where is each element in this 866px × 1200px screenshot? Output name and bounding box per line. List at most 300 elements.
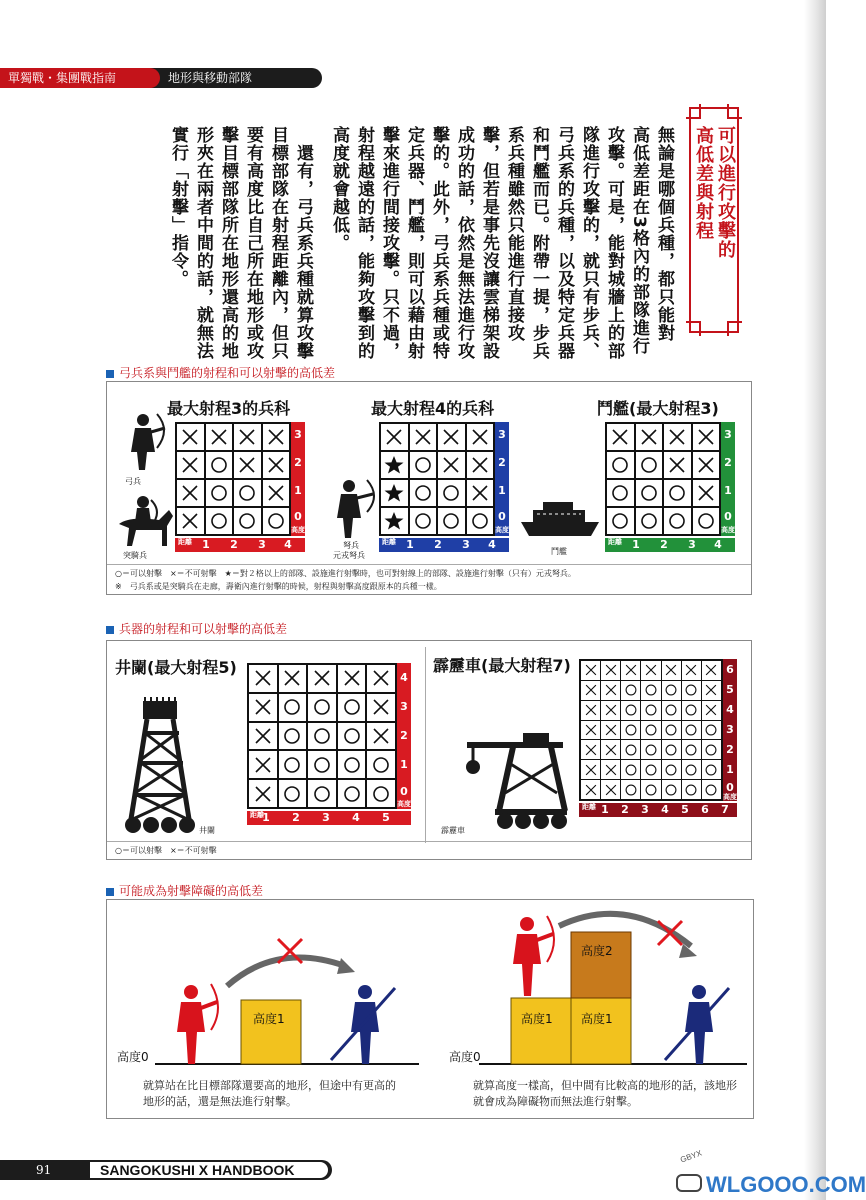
block-height-label: 高度1 — [581, 1012, 613, 1026]
can-shoot-cell — [308, 751, 336, 778]
cannot-shoot-cell — [467, 452, 494, 478]
circle-icon — [684, 783, 698, 797]
cross-icon — [604, 703, 618, 717]
height-tick: 6 — [726, 663, 734, 676]
circle-icon — [704, 763, 718, 777]
height-tick: 0 — [726, 781, 734, 794]
star-icon — [384, 483, 404, 503]
height-tick: 2 — [294, 456, 302, 469]
height-axis-bar — [495, 422, 509, 536]
height-tick: 4 — [726, 703, 734, 716]
circle-icon — [312, 755, 332, 775]
distance-tick: 2 — [292, 811, 300, 824]
cannot-shoot-cell — [206, 424, 233, 450]
section-square-icon — [106, 370, 114, 378]
cannot-shoot-cell — [581, 681, 600, 700]
crossbowman-unit-icon — [329, 478, 381, 540]
body-column: 射程越遠的話，能夠攻擊到的 — [354, 126, 374, 360]
height-tick: 4 — [400, 671, 408, 684]
height-axis-label: 高度 — [397, 800, 411, 808]
article-title-line1: 可以進行攻擊的 — [715, 126, 736, 259]
watermark-small: GBYX — [679, 1148, 704, 1165]
circle-icon — [684, 723, 698, 737]
distance-tick: 5 — [382, 811, 390, 824]
height-axis-bar — [721, 422, 735, 536]
can-shoot-cell — [308, 694, 336, 721]
can-shoot-cell — [662, 701, 681, 720]
can-shoot-cell — [206, 508, 233, 534]
can-shoot-cell — [607, 452, 634, 478]
cannot-shoot-cell — [581, 661, 600, 680]
cannot-shoot-cell — [438, 424, 465, 450]
legend-divider — [107, 564, 751, 565]
cannot-shoot-cell — [367, 723, 395, 750]
left-diagram-caption: 就算站在比目標部隊還要高的地形，但途中有更高的地形的話，還是無法進行射擊。 — [143, 1079, 396, 1108]
cannot-shoot-cell — [682, 661, 701, 680]
section1-heading — [106, 364, 335, 381]
circle-icon — [610, 455, 630, 475]
cross-icon — [209, 427, 229, 447]
cross-icon — [584, 723, 598, 737]
distance-axis-label: 距離 — [382, 538, 396, 546]
cross-icon — [470, 483, 490, 503]
distance-tick: 2 — [621, 803, 629, 816]
circle-icon — [639, 483, 659, 503]
circle-icon — [371, 784, 391, 804]
cannot-shoot-cell — [664, 424, 691, 450]
can-shoot-cell — [662, 780, 681, 799]
distance-tick: 2 — [434, 538, 442, 551]
circle-icon — [704, 783, 718, 797]
range-grid-siege-tower — [247, 663, 397, 809]
cannot-shoot-cell — [601, 760, 620, 779]
circle-icon — [282, 697, 302, 717]
distance-tick: 7 — [721, 803, 729, 816]
circle-icon — [624, 783, 638, 797]
distance-tick: 1 — [202, 538, 210, 551]
circle-icon — [282, 755, 302, 775]
circle-icon — [644, 763, 658, 777]
cross-icon — [610, 427, 630, 447]
cannot-shoot-cell — [177, 424, 204, 450]
circle-icon — [704, 723, 718, 737]
cannot-shoot-cell — [581, 760, 600, 779]
distance-tick: 1 — [601, 803, 609, 816]
cross-icon — [282, 668, 302, 688]
cross-icon — [584, 743, 598, 757]
body-column: 實行「射擊」指令。 — [168, 126, 188, 288]
archer-unit-icon — [117, 410, 171, 474]
grid-title: 最大射程3的兵科 — [167, 399, 291, 418]
cross-icon — [371, 697, 391, 717]
cross-icon — [180, 511, 200, 531]
distance-tick: 4 — [352, 811, 360, 824]
circle-icon — [624, 763, 638, 777]
gamepad-icon — [676, 1174, 702, 1192]
circle-icon — [610, 483, 630, 503]
can-shoot-cell — [702, 740, 721, 759]
circle-icon — [644, 683, 658, 697]
distance-axis-bar — [605, 538, 735, 552]
cross-icon — [253, 697, 273, 717]
can-shoot-cell — [308, 780, 336, 807]
can-shoot-cell — [410, 508, 437, 534]
circle-icon — [639, 511, 659, 531]
can-shoot-cell — [338, 751, 366, 778]
red-archer-icon — [507, 914, 559, 998]
circle-icon — [624, 703, 638, 717]
cross-icon — [441, 427, 461, 447]
cannot-shoot-cell — [601, 661, 620, 680]
cross-icon — [664, 663, 678, 677]
star-icon — [384, 455, 404, 475]
can-shoot-cell — [621, 721, 640, 740]
cross-icon — [253, 726, 273, 746]
section2-heading-text: 兵器的射程和可以射擊的高低差 — [119, 622, 288, 636]
cross-icon — [667, 427, 687, 447]
cross-icon — [696, 455, 716, 475]
body-column: 擊，但若是事先沒讓雲梯架設 — [479, 126, 499, 360]
cross-icon — [696, 483, 716, 503]
cross-icon — [253, 668, 273, 688]
unit-label: 弩兵 — [343, 541, 359, 550]
grid-title: 霹靂車(最大射程7) — [433, 656, 571, 675]
cross-icon — [624, 663, 638, 677]
cannot-shoot-cell — [249, 694, 277, 721]
circle-icon — [644, 783, 658, 797]
right-diagram-caption: 就算高度一樣高，但中間有比較高的地形的話，該地形就會成為障礙物而無法進行射擊。 — [473, 1079, 737, 1108]
cross-icon — [704, 703, 718, 717]
can-shoot-cell — [621, 780, 640, 799]
cannot-shoot-cell — [621, 661, 640, 680]
height-tick: 1 — [294, 484, 302, 497]
can-shoot-cell — [410, 452, 437, 478]
height-axis-label: 高度 — [495, 526, 509, 534]
distance-tick: 6 — [701, 803, 709, 816]
circle-icon — [413, 511, 433, 531]
section2-panel — [106, 640, 752, 860]
section-square-icon — [106, 888, 114, 896]
cavalry-unit-icon — [113, 494, 175, 552]
cannot-shoot-cell — [662, 661, 681, 680]
distance-tick: 4 — [488, 538, 496, 551]
circle-icon — [644, 723, 658, 737]
distance-tick: 1 — [632, 538, 640, 551]
blocked-x-icon — [655, 918, 685, 948]
cross-icon — [584, 783, 598, 797]
height-axis-label: 高度 — [291, 526, 305, 534]
cross-icon — [180, 483, 200, 503]
body-column: 擊來進行間接攻擊。只不過， — [379, 126, 399, 360]
cross-icon — [180, 455, 200, 475]
circle-icon — [624, 683, 638, 697]
range-grid-4 — [379, 422, 495, 536]
page-spine-shadow — [804, 0, 826, 1200]
cannot-shoot-cell — [308, 665, 336, 692]
cannot-shoot-cell — [693, 480, 720, 506]
cannot-shoot-cell — [367, 694, 395, 721]
cross-icon — [667, 455, 687, 475]
circle-icon — [664, 703, 678, 717]
range-grid-3 — [175, 422, 291, 536]
cannot-shoot-cell — [263, 452, 290, 478]
cannot-shoot-cell — [601, 740, 620, 759]
height-tick: 3 — [724, 428, 732, 441]
can-shoot-cell — [702, 760, 721, 779]
distance-tick: 2 — [660, 538, 668, 551]
blocked-x-icon — [275, 936, 305, 966]
can-shoot-cell — [641, 721, 660, 740]
can-shoot-cell — [621, 740, 640, 759]
can-shoot-cell — [702, 780, 721, 799]
can-shoot-cell — [682, 721, 701, 740]
cross-icon — [470, 455, 490, 475]
circle-icon — [664, 723, 678, 737]
cross-icon — [584, 703, 598, 717]
cannot-shoot-cell — [177, 480, 204, 506]
cross-icon — [584, 683, 598, 697]
article-title-box — [686, 104, 742, 336]
distance-axis-bar — [379, 538, 509, 552]
cannot-shoot-cell — [438, 452, 465, 478]
unit-label: 弓兵 — [125, 477, 141, 486]
can-shoot-cell — [279, 751, 307, 778]
height-axis-label: 高度 — [721, 526, 735, 534]
can-shoot-cell — [662, 681, 681, 700]
circle-icon — [664, 763, 678, 777]
circle-icon — [282, 726, 302, 746]
can-shoot-cell — [279, 723, 307, 750]
unit-label: 元戎弩兵 — [333, 551, 365, 560]
star-icon — [384, 511, 404, 531]
cross-icon — [413, 427, 433, 447]
cannot-shoot-cell — [249, 665, 277, 692]
distance-tick: 3 — [641, 803, 649, 816]
circle-icon — [312, 784, 332, 804]
cannot-shoot-cell — [581, 701, 600, 720]
circle-icon — [413, 483, 433, 503]
distance-tick: 5 — [681, 803, 689, 816]
section-square-icon — [106, 626, 114, 634]
height-axis-bar — [723, 659, 737, 801]
can-shoot-cell — [467, 508, 494, 534]
can-shoot-cell — [410, 480, 437, 506]
circle-icon — [667, 483, 687, 503]
cannot-shoot-cell — [249, 780, 277, 807]
height-tick: 2 — [400, 729, 408, 742]
circle-icon — [342, 726, 362, 746]
height-tick: 1 — [400, 758, 408, 771]
book-title: SANGOKUSHI X HANDBOOK — [100, 1162, 295, 1178]
catapult-icon — [461, 733, 569, 829]
section3-heading — [106, 882, 263, 899]
can-shoot-cell — [367, 780, 395, 807]
unit-label: 霹靂車 — [441, 826, 465, 835]
cross-icon — [604, 663, 618, 677]
distance-tick: 3 — [258, 538, 266, 551]
body-column: 系兵種雖然只能進行直接攻 — [504, 126, 524, 342]
cross-icon — [266, 427, 286, 447]
can-shoot-cell — [682, 780, 701, 799]
can-shoot-cell — [338, 780, 366, 807]
grid-title: 井闌(最大射程5) — [115, 658, 237, 677]
circle-icon — [624, 723, 638, 737]
circle-icon — [209, 483, 229, 503]
body-column: 成功的話，依然是無法進行攻 — [454, 126, 474, 360]
watermark-site: WLGOOO.COM — [706, 1172, 866, 1197]
height-tick: 0 — [400, 785, 408, 798]
can-shoot-cell — [693, 508, 720, 534]
cross-icon — [441, 455, 461, 475]
cannot-shoot-cell — [381, 424, 408, 450]
cannot-shoot-cell — [693, 424, 720, 450]
can-shoot-cell — [206, 480, 233, 506]
section1-heading-text: 弓兵系與鬥艦的射程和可以射擊的高低差 — [119, 366, 336, 380]
cannot-shoot-cell — [234, 452, 261, 478]
circle-icon — [470, 511, 490, 531]
distance-axis-bar — [579, 803, 737, 817]
cross-icon — [266, 455, 286, 475]
body-column: 和鬥艦而已。附帶一提，步兵 — [529, 126, 549, 360]
can-shoot-cell — [682, 681, 701, 700]
can-shoot-cell — [279, 694, 307, 721]
cannot-shoot-cell — [263, 480, 290, 506]
distance-tick: 3 — [322, 811, 330, 824]
can-shoot-cell — [682, 740, 701, 759]
can-shoot-cell — [263, 508, 290, 534]
cross-icon — [384, 427, 404, 447]
cross-icon — [237, 455, 257, 475]
cross-icon — [237, 427, 257, 447]
cross-icon — [604, 783, 618, 797]
cannot-shoot-cell — [467, 424, 494, 450]
height-tick: 3 — [726, 723, 734, 736]
height-tick: 2 — [724, 456, 732, 469]
cannot-shoot-cell — [467, 480, 494, 506]
circle-icon — [237, 511, 257, 531]
can-shoot-cell — [664, 480, 691, 506]
height-tick: 2 — [498, 456, 506, 469]
cannot-shoot-cell — [234, 424, 261, 450]
circle-icon — [237, 483, 257, 503]
circle-icon — [684, 743, 698, 757]
circle-icon — [624, 743, 638, 757]
height-axis-bar — [397, 663, 411, 809]
cannot-shoot-cell — [636, 424, 663, 450]
can-shoot-cell — [641, 780, 660, 799]
height-axis-label: 高度 — [723, 793, 737, 801]
cannot-shoot-cell — [581, 780, 600, 799]
chapter-subsection-label: 地形與移動部隊 — [168, 71, 253, 85]
cross-icon — [371, 726, 391, 746]
ground-height-label: 高度0 — [117, 1050, 149, 1064]
circle-icon — [413, 455, 433, 475]
can-shoot-cell — [662, 760, 681, 779]
cross-icon — [604, 723, 618, 737]
unit-label: 鬥艦 — [551, 547, 567, 556]
can-shoot-cell — [664, 508, 691, 534]
cross-icon — [604, 763, 618, 777]
can-shoot-cell — [636, 508, 663, 534]
distance-axis-bar — [175, 538, 305, 552]
distance-tick: 3 — [462, 538, 470, 551]
cannot-shoot-cell — [581, 721, 600, 740]
circle-icon — [371, 755, 391, 775]
cross-icon — [604, 683, 618, 697]
cannot-shoot-cell — [641, 661, 660, 680]
section3-heading-text: 可能成為射擊障礙的高低差 — [119, 884, 264, 898]
can-shoot-cell — [438, 508, 465, 534]
height-tick: 0 — [724, 510, 732, 523]
distance-axis-label: 距離 — [178, 538, 192, 546]
body-column: 高低差距在3格內的部隊進行 — [629, 126, 649, 355]
height-axis-bar — [291, 422, 305, 536]
distance-tick: 3 — [688, 538, 696, 551]
height-tick: 3 — [294, 428, 302, 441]
cross-icon — [342, 668, 362, 688]
circle-icon — [639, 455, 659, 475]
height-tick: 1 — [726, 763, 734, 776]
section2-legend: ○＝可以射擊 ×＝不可射擊 — [115, 846, 217, 855]
can-shoot-cell — [308, 723, 336, 750]
height-tick: 0 — [498, 510, 506, 523]
circle-icon — [342, 784, 362, 804]
cannot-shoot-cell — [177, 452, 204, 478]
cross-icon — [266, 483, 286, 503]
section2-heading — [106, 620, 287, 637]
body-column: 無論是哪個兵種，都只能對 — [654, 126, 674, 342]
cannot-shoot-cell — [702, 681, 721, 700]
circle-icon — [664, 783, 678, 797]
cannot-shoot-cell — [338, 665, 366, 692]
height-tick: 2 — [726, 743, 734, 756]
can-shoot-cell — [641, 740, 660, 759]
cannot-shoot-cell — [601, 780, 620, 799]
cannot-shoot-cell — [601, 701, 620, 720]
cross-icon — [604, 743, 618, 757]
circle-icon — [644, 703, 658, 717]
distance-tick: 4 — [661, 803, 669, 816]
cross-icon — [704, 683, 718, 697]
section3-panel — [106, 899, 754, 1119]
chapter-section-label: 單獨戰・集團戰指南 — [0, 68, 160, 88]
distance-axis-label: 距離 — [582, 803, 596, 811]
circle-icon — [610, 511, 630, 531]
range-grid-warship — [605, 422, 721, 536]
ground-height-label: 高度0 — [449, 1050, 481, 1064]
cannot-shoot-cell — [249, 751, 277, 778]
cross-icon — [371, 668, 391, 688]
height-tick: 1 — [724, 484, 732, 497]
grid-title: 最大射程4的兵科 — [371, 399, 495, 418]
cannot-shoot-cell — [601, 681, 620, 700]
distance-axis-label: 距離 — [250, 811, 264, 819]
can-shoot-cell — [662, 740, 681, 759]
cannot-shoot-cell — [249, 723, 277, 750]
can-shoot-cell — [438, 480, 465, 506]
can-shoot-cell — [641, 681, 660, 700]
circle-icon — [704, 743, 718, 757]
circle-icon — [282, 784, 302, 804]
can-shoot-cell — [621, 681, 640, 700]
circle-icon — [684, 683, 698, 697]
distance-tick: 4 — [284, 538, 292, 551]
block-height-label: 高度2 — [581, 944, 613, 958]
page-number: 91 — [36, 1163, 52, 1177]
siege-tower-icon — [121, 701, 199, 833]
body-column: 形夾在兩者中間的話，就無法 — [193, 126, 213, 360]
cross-icon — [644, 663, 658, 677]
